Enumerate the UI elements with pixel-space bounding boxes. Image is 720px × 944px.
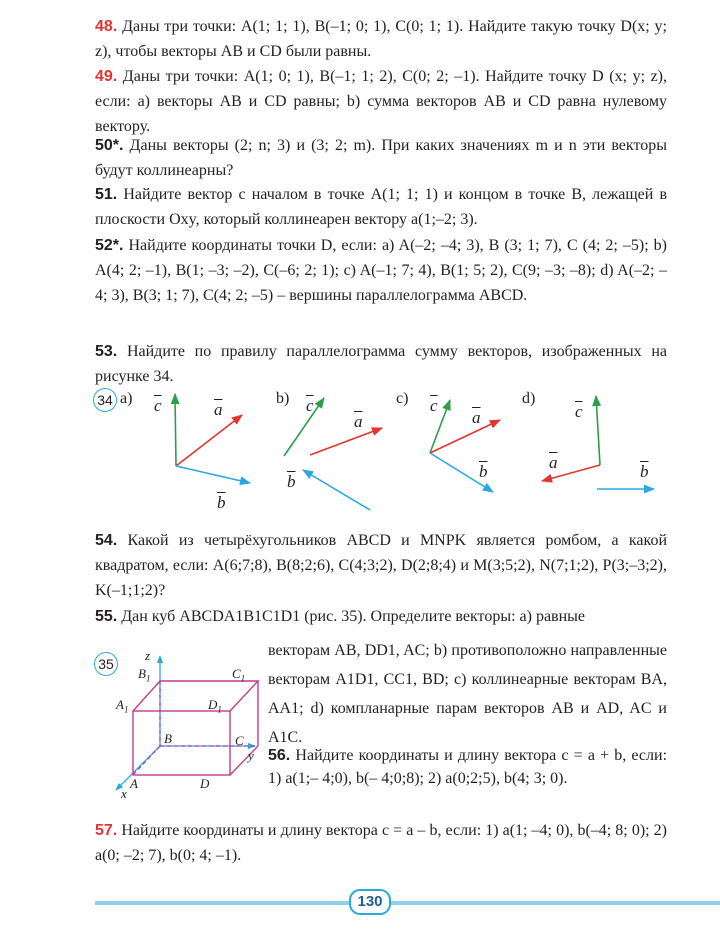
vector-label-c: $\overline{c}$: [154, 396, 162, 415]
vector-label-b: $\overline{b}$: [287, 472, 296, 491]
problem-text: Какой из четырёхугольников ABCD и MNPK является ромбом, а какой квадратом, если: A(6;7;8), B(8;2;6), C(4;3;2), D(2;8;4) и M(3;5;2), N(7;1;2), P(3;–3;2), K(–1;1;2)?: [95, 532, 668, 599]
vector-label-a: $\overline{a}$: [354, 412, 363, 431]
vector-label-b: $\overline{b}$: [640, 462, 649, 481]
vector-label-a: $\overline{a}$: [472, 408, 481, 427]
vector-label-b: $\overline{b}$: [217, 493, 226, 512]
vertex-c-label: C: [235, 733, 244, 748]
panel-d-label: d): [522, 390, 536, 407]
vertex-d1-label: $D_1$: [208, 697, 222, 715]
problem-number: 51.: [95, 186, 118, 203]
vertex-a-label: A: [130, 776, 138, 791]
panel-a-label: a): [120, 390, 133, 407]
problem-text: Найдите координаты и длину вектора c = a – b, если: 1) a(1; –4; 0), b(–4; 8; 0); 2) a(0; –2; 7), b(0; 4; –1).: [95, 822, 667, 864]
vector-label-a: $\overline{a}$: [214, 400, 223, 419]
figure-35-badge: 35: [94, 652, 118, 676]
vector-label-b: $\overline{b}$: [479, 462, 488, 481]
problem-55-body: векторам AB, DD1, AC; b) противоположно направленные векторам A1D1, CC1, BD; c) коллинеарные векторам BA, AA1; d) компланарные парам векторов AB и AD, AC и A1C.: [268, 642, 667, 746]
problem-number: 55.: [95, 608, 118, 625]
problem-text: Найдите координаты точки D, если: a) A(–2; –4; 3), B (3; 1; 7), C (4; 2; –5); b) A(4; 2; –1), B(1; –3; –2), C(–6; 2; 1); c) A(–1; 7; 4), B(1; 5; 2), C(9; –3; –8); d) A(–2; –4; 3), B(3; 1; 7), C(4; 2; –5) – вершины параллелограмма ABCD.: [95, 237, 668, 304]
vector-label-c: $\overline{c}$: [575, 402, 583, 421]
problem-number: 53.: [95, 343, 118, 360]
problem-57: [95, 818, 667, 868]
problem-number: 49.: [95, 68, 118, 85]
vertex-b-label: B: [164, 731, 172, 746]
axis-x-label: x: [121, 786, 127, 801]
axis-y-label: y: [248, 748, 254, 763]
problem-text: Дан куб ABCDA1B1C1D1 (рис. 35). Определите векторы: а) равные: [121, 608, 586, 625]
vertex-a1-label: $A_1$: [116, 697, 129, 715]
problem-number: 54.: [95, 532, 118, 549]
problem-number: 57.: [95, 822, 118, 839]
problem-text: Найдите вектор с началом в точке A(1; 1; 1) и концом в точке B, лежащей в плоскости Oxy, который коллинеарен вектору a(1;–2; 3).: [95, 186, 667, 228]
panel-c-label: c): [396, 390, 409, 407]
problem-number: 56.: [268, 747, 291, 764]
problem-text: Найдите координаты и длину вектора c = a + b, если: 1) a(1;– 4;0), b(– 4;0;8); 2) a(0;2;5), b(4; 3; 0).: [268, 747, 668, 787]
problem-number: 52*.: [95, 237, 124, 254]
problem-text: Даны три точки: A(1; 0; 1), B(–1; 1; 2), C(0; 2; –1). Найдите точку D (x; y; z), если: a) векторы AB и CD равны; b) сумма векторов AB и CD равна нулевому вектору.: [95, 68, 667, 135]
footer-line: [95, 901, 720, 905]
panel-b-label: b): [276, 390, 290, 407]
page-number: 130: [349, 889, 391, 915]
vector-label-a: $\overline{a}$: [549, 453, 558, 472]
vertex-c1-label: $C_1$: [232, 666, 246, 684]
vertex-b1-label: $B_1$: [138, 666, 151, 684]
problem-number: 48.: [95, 18, 118, 35]
vector-label-c: $\overline{c}$: [430, 396, 438, 415]
problem-text: Найдите по правилу параллелограмма сумму векторов, изображенных на рисунке 34.: [95, 343, 667, 385]
vector-label-c: $\overline{c}$: [306, 396, 314, 415]
axis-z-label: z: [145, 648, 151, 663]
problem-text: Даны три точки: A(1; 1; 1), B(–1; 0; 1), C(0; 1; 1). Найдите такую точку D(x; y; z), чтобы векторы AB и CD были равны.: [95, 18, 668, 60]
figure-34-badge: 34: [93, 388, 117, 412]
problem-text: Даны векторы (2; n; 3) и (3; 2; m). При каких значениях m и n эти векторы будут коллинеарны?: [95, 137, 668, 179]
vertex-d-label: D: [200, 776, 210, 791]
problem-number: 50*.: [95, 137, 124, 154]
